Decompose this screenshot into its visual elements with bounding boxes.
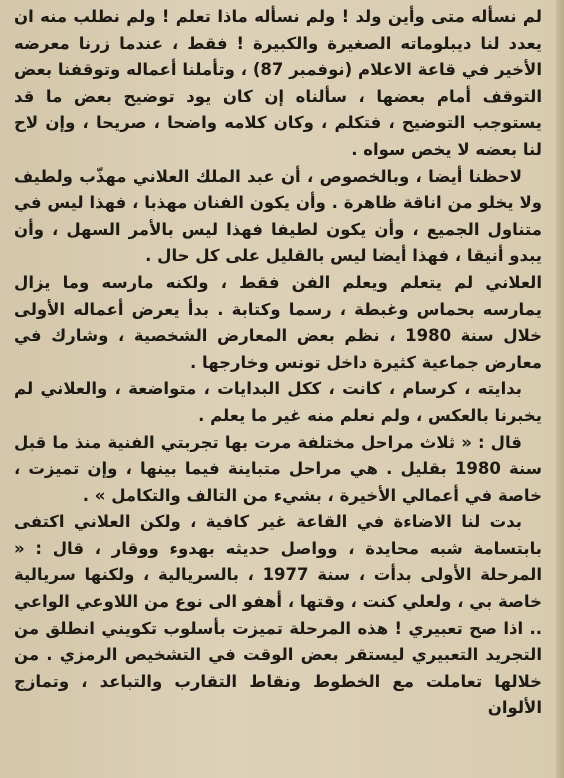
page-edge: [556, 0, 564, 778]
paragraph-2: لاحظنا أيضا ، وبالخصوص ، أن عبد الملك العلاني مهذّب ولطيف ولا يخلو من اناقة ظاهرة . وأن يكون الفنان مهذبا ، فهذا ليس في متناول الجميع ، وأن يكون لطيفا فهذا ليس بالأمر السهل ، وأن يبدو أنيقا ، فهذا أيضا ليس بالقليل على كل حال .: [14, 166, 542, 266]
paragraph-3: العلاني لم يتعلم ويعلم الفن فقط ، ولكنه مارسه وما يزال يمارسه بحماس وغبطة ، رسما وكتابة . بدأ يعرض أعماله الأولى خلال سنة 1980 ، نظم بعض المعارض الشخصية ، وشارك في معارض جماعية كثيرة داخل تونس وخارجها .: [14, 272, 542, 372]
paragraph-5: قال : « ثلاث مراحل مختلفة مرت بها تجربتي الفنية منذ ما قبل سنة 1980 بقليل . هي مراحل متباينة فيما بينها ، وإن تميزت ، خاصة في أعمالي الأخيرة ، بشيء من التالف والتكامل » .: [14, 432, 543, 505]
paragraph-1: لم نسأله متى وأين ولد ! ولم نسأله ماذا تعلم ! ولم نطلب منه ان يعدد لنا ديبلوماته الصغيرة والكبيرة ! فقط ، عندما زرنا معرضه الأخير في قاعة الاعلام (نوفمبر 87) ، وتأملنا أعماله وتوقفنا بعض التوقف أمام بعضها ، سألناه إن كان يود توضيح بعض ما قد يستوجب التوضيح ، فتكلم ، وكان كلامه واضحا ، صريحا ، وإن لاح لنا بعضه لا يخص سواه .: [14, 7, 542, 159]
paragraph-6: بدت لنا الاضاءة في القاعة غير كافية ، ولكن العلاني اكتفى بابتسامة شبه محايدة ، وواصل حديثه بهدوء ووقار ، قال : « المرحلة الأولى بدأت ، سنة 1977 ، بالسريالية ، ولكنها سريالية خاصة بي ، ولعلي كنت ، وقتها ، أهفو الى نوع من اللاوعي الواعي .. اذا صح تعبيري ! هذه المرحلة تميزت بأسلوب تكويني انطلق من التجريد التعبيري ليستقر بعض الوقت في التشخيص الرمزي . من خلالها تعاملت مع الخطوط ونقاط التقارب والتباعد ، وتمازج الألوان: [14, 512, 542, 718]
paragraph-4: بدايته ، كرسام ، كانت ، ككل البدايات ، متواضعة ، والعلاني لم يخبرنا بالعكس ، ولم نعلم منه غير ما يعلم .: [14, 379, 542, 425]
